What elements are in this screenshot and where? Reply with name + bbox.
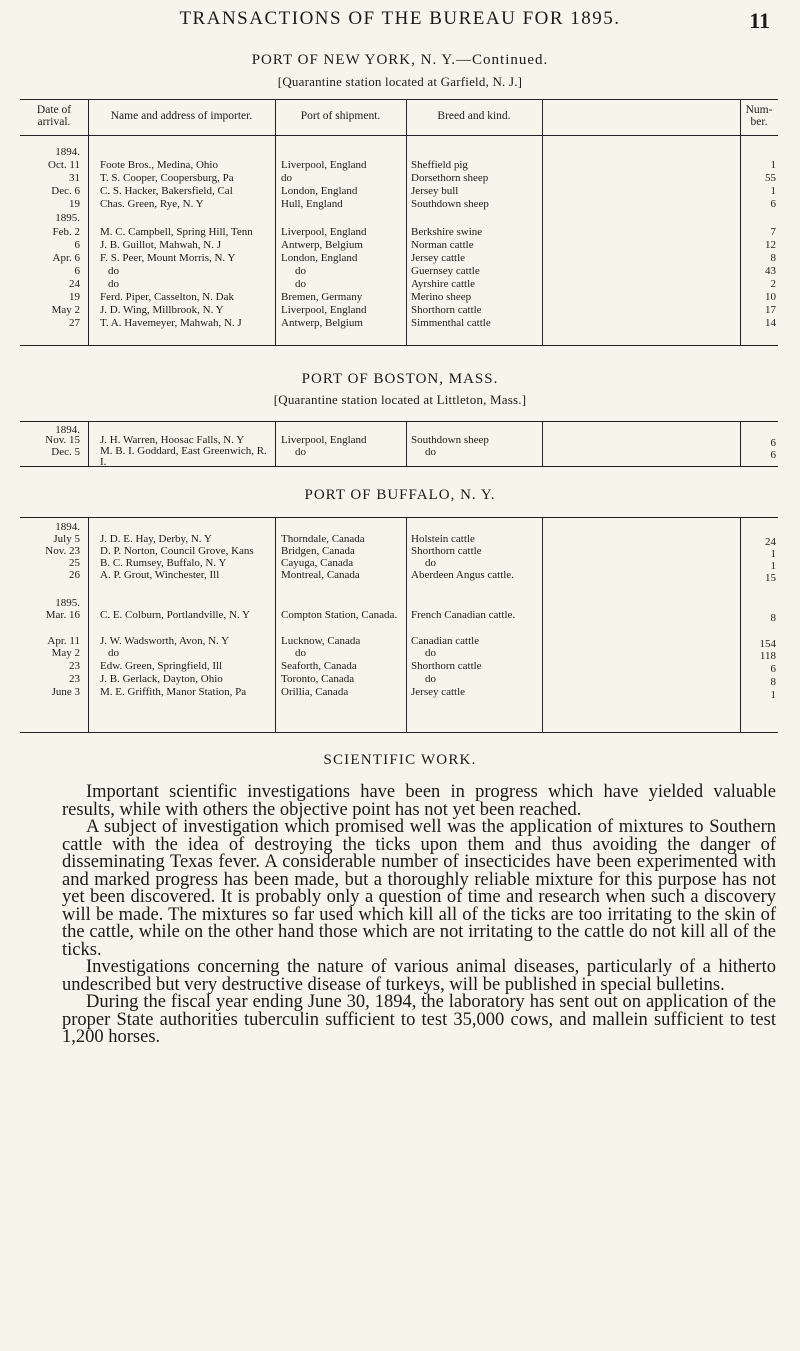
importer-cell: J. H. Warren, Hoosac Falls, N. Y: [100, 434, 245, 446]
port-cell: do: [281, 172, 292, 184]
number-cell: 118: [759, 650, 776, 662]
port-cell: Antwerp, Belgium: [281, 317, 363, 329]
port-cell: Bremen, Germany: [281, 291, 363, 303]
port-cell: Montreal, Canada: [281, 569, 360, 581]
number-cell: 12: [765, 239, 776, 251]
number-cell: 1: [770, 689, 776, 701]
importer-cell: C. S. Hacker, Bakersfield, Cal: [100, 185, 233, 197]
breed-cell: Canadian cattle: [411, 635, 480, 647]
date-cell: 6: [74, 239, 80, 251]
section-heading-scientific-work: SCIENTIFIC WORK.: [323, 752, 477, 768]
number-cell: 6: [770, 437, 776, 449]
breed-cell: Aberdeen Angus cattle.: [411, 569, 514, 581]
number-cell: 1: [770, 560, 776, 572]
number-cell: 43: [765, 265, 776, 277]
importer-cell: J. D. Wing, Millbrook, N. Y: [100, 304, 224, 316]
breed-cell: Sheffield pig: [411, 159, 468, 171]
breed-cell: Jersey cattle: [411, 686, 466, 698]
port-cell: Seaforth, Canada: [281, 660, 357, 672]
number-cell: 1: [770, 548, 776, 560]
port-cell: Orillia, Canada: [281, 686, 349, 698]
breed-cell: Holstein cattle: [411, 533, 475, 545]
importer-cell: Foote Bros., Medina, Ohio: [100, 159, 218, 171]
date-cell: Apr. 11: [47, 635, 80, 647]
breed-cell: Ayrshire cattle: [411, 278, 476, 290]
breed-cell: French Canadian cattle.: [411, 609, 516, 621]
date-cell: 1895.: [55, 597, 80, 609]
importer-cell: J. W. Wadsworth, Avon, N. Y: [100, 635, 230, 647]
date-cell: Dec. 6: [51, 185, 80, 197]
date-cell: 1894.: [55, 424, 80, 436]
number-cell: 17: [765, 304, 776, 316]
paragraph: During the fiscal year ending June 30, 1894, the laboratory has sent out on application of the proper State authorities tuberculin sufficient to test 35,000 cows, and mallein sufficient to test 1,200 horses.: [62, 992, 776, 1047]
breed-cell: Shorthorn cattle: [411, 660, 482, 672]
importer-cell: J. B. Guillot, Mahwah, N. J: [100, 239, 221, 251]
date-cell: Mar. 16: [45, 609, 80, 621]
date-cell: Dec. 5: [51, 446, 80, 458]
breed-cell: Dorsethorn sheep: [411, 172, 489, 184]
port-title-boston: PORT OF BOSTON, MASS.: [301, 371, 499, 387]
port-title-new-york: PORT OF NEW YORK, N. Y.—Continued.: [251, 52, 549, 68]
scientific-work-text: [62, 784, 776, 1047]
running-head: [0, 8, 800, 38]
port-cell: Bridgen, Canada: [281, 545, 355, 557]
column-header-date: Date of arrival.: [36, 104, 72, 128]
port-cell: London, England: [281, 252, 358, 264]
column-header-port: Port of shipment.: [300, 110, 381, 122]
date-cell: 1895.: [55, 212, 80, 224]
importer-cell: T. S. Cooper, Coopersburg, Pa: [100, 172, 234, 184]
number-cell: 2: [770, 278, 776, 290]
port-cell: Toronto, Canada: [281, 673, 355, 685]
breed-cell: do: [425, 557, 436, 569]
importer-cell: J. B. Gerlack, Dayton, Ohio: [100, 673, 223, 685]
number-cell: 10: [765, 291, 776, 303]
port-cell: Hull, England: [281, 198, 343, 210]
date-cell: 23: [69, 673, 80, 685]
breed-cell: Shorthorn cattle: [411, 304, 482, 316]
number-cell: 6: [770, 198, 776, 210]
date-cell: June 3: [51, 686, 80, 698]
date-cell: 19: [69, 198, 80, 210]
number-cell: 154: [759, 638, 776, 650]
port-cell: do: [295, 278, 306, 290]
importer-cell: Edw. Green, Springfield, Ill: [100, 660, 223, 672]
column-header-breed: Breed and kind.: [437, 110, 511, 122]
importer-cell: T. A. Havemeyer, Mahwah, N. J: [100, 317, 242, 329]
quarantine-note-boston: [Quarantine station located at Littleton, Mass.]: [273, 392, 527, 407]
column-header-number: Num- ber.: [745, 104, 773, 128]
number-cell: 15: [765, 572, 776, 584]
page-number: 11: [749, 8, 770, 33]
quarantine-note-new-york: [Quarantine station located at Garfield, N. J.]: [277, 74, 523, 89]
port-cell: Liverpool, England: [281, 226, 367, 238]
running-head-title: TRANSACTIONS OF THE BUREAU FOR 1895.: [179, 8, 621, 29]
date-cell: 1894.: [55, 146, 80, 158]
date-cell: 26: [69, 569, 80, 581]
port-cell: do: [295, 265, 306, 277]
breed-cell: Shorthorn cattle: [411, 545, 482, 557]
number-cell: 6: [770, 663, 776, 675]
port-cell: Liverpool, England: [281, 434, 367, 446]
date-cell: 31: [69, 172, 80, 184]
number-cell: 8: [770, 252, 776, 264]
breed-cell: do: [425, 446, 436, 458]
breed-cell: Berkshire swine: [411, 226, 483, 238]
number-cell: 8: [770, 676, 776, 688]
port-cell: Compton Station, Canada.: [281, 609, 398, 621]
importer-cell: J. D. E. Hay, Derby, N. Y: [100, 533, 212, 545]
date-cell: May 2: [51, 304, 80, 316]
date-cell: July 5: [53, 533, 80, 545]
date-cell: Nov. 15: [45, 434, 80, 446]
date-cell: 25: [69, 557, 80, 569]
importer-cell: M. E. Griffith, Manor Station, Pa: [100, 686, 247, 698]
date-cell: May 2: [51, 647, 80, 659]
port-cell: Lucknow, Canada: [281, 635, 361, 647]
breed-cell: Guernsey cattle: [411, 265, 480, 277]
number-cell: 7: [770, 226, 776, 238]
paragraph: Important scientific investigations have been in progress which have yielded valuable results, while with others the objective point has not yet been reached.: [62, 782, 776, 820]
breed-cell: Jersey cattle: [411, 252, 466, 264]
breed-cell: Southdown sheep: [411, 198, 489, 210]
date-cell: Feb. 2: [52, 226, 80, 238]
date-cell: 27: [69, 317, 80, 329]
importer-cell: M. B. I. Goddard, East Greenwich, R. I.: [100, 446, 267, 468]
port-cell: do: [295, 647, 306, 659]
port-cell: Cayuga, Canada: [281, 557, 354, 569]
number-cell: 55: [765, 172, 776, 184]
date-cell: Apr. 6: [52, 252, 80, 264]
date-cell: Nov. 23: [45, 545, 80, 557]
number-cell: 1: [770, 185, 776, 197]
port-cell: Antwerp, Belgium: [281, 239, 363, 251]
port-cell: Liverpool, England: [281, 159, 367, 171]
breed-cell: Southdown sheep: [411, 434, 489, 446]
port-cell: London, England: [281, 185, 358, 197]
importer-cell: Chas. Green, Rye, N. Y: [100, 198, 204, 210]
importer-cell: Ferd. Piper, Casselton, N. Dak: [100, 291, 234, 303]
date-cell: Oct. 11: [48, 159, 80, 171]
importer-cell: C. E. Colburn, Portlandville, N. Y: [100, 609, 250, 621]
port-title-buffalo: PORT OF BUFFALO, N. Y.: [304, 487, 496, 503]
date-cell: 24: [69, 278, 80, 290]
importer-cell: D. P. Norton, Council Grove, Kans: [100, 545, 254, 557]
date-cell: 1894.: [55, 521, 80, 533]
importer-cell: A. P. Grout, Winchester, Ill: [100, 569, 220, 581]
paragraph: A subject of investigation which promised well was the application of mixtures to Southern cattle with the idea of destroying the ticks upon them and thus avoiding the danger of disseminating Texas fever. A considerable number of insecticides have been experimented with and marked progress has been made, but a thoroughly reliable mixture for this purpose has not yet been discovered. It is probably only a question of time and research when such a discovery will be made. The mixtures so far used which kill all of the ticks are too irritating to the skin of the cattle, while on the other hand those which are not irritating to the cattle do not kill all of the ticks.: [62, 817, 776, 960]
number-cell: 14: [765, 317, 776, 329]
number-cell: 8: [770, 612, 776, 624]
breed-cell: do: [425, 647, 436, 659]
importer-cell: M. C. Campbell, Spring Hill, Tenn: [100, 226, 253, 238]
column-header-importer: Name and address of importer.: [110, 110, 253, 122]
importer-cell: F. S. Peer, Mount Morris, N. Y: [100, 252, 236, 264]
importer-cell: B. C. Rumsey, Buffalo, N. Y: [100, 557, 227, 569]
breed-cell: do: [425, 673, 436, 685]
breed-cell: Norman cattle: [411, 239, 474, 251]
importer-cell: do: [108, 647, 119, 659]
importer-cell: do: [108, 265, 119, 277]
breed-cell: Jersey bull: [411, 185, 459, 197]
date-cell: 6: [74, 265, 80, 277]
port-cell: Thorndale, Canada: [281, 533, 365, 545]
importer-cell: do: [108, 278, 119, 290]
date-cell: 19: [69, 291, 80, 303]
breed-cell: Merino sheep: [411, 291, 472, 303]
date-cell: 23: [69, 660, 80, 672]
number-cell: 24: [765, 536, 776, 548]
paragraph: Investigations concerning the nature of various animal diseases, particularly of a hitherto undescribed but very destructive disease of turkeys, will be published in special bulletins.: [62, 957, 776, 995]
number-cell: 1: [770, 159, 776, 171]
number-cell: 6: [770, 449, 776, 461]
port-cell: Liverpool, England: [281, 304, 367, 316]
breed-cell: Simmenthal cattle: [411, 317, 491, 329]
port-cell: do: [295, 446, 306, 458]
